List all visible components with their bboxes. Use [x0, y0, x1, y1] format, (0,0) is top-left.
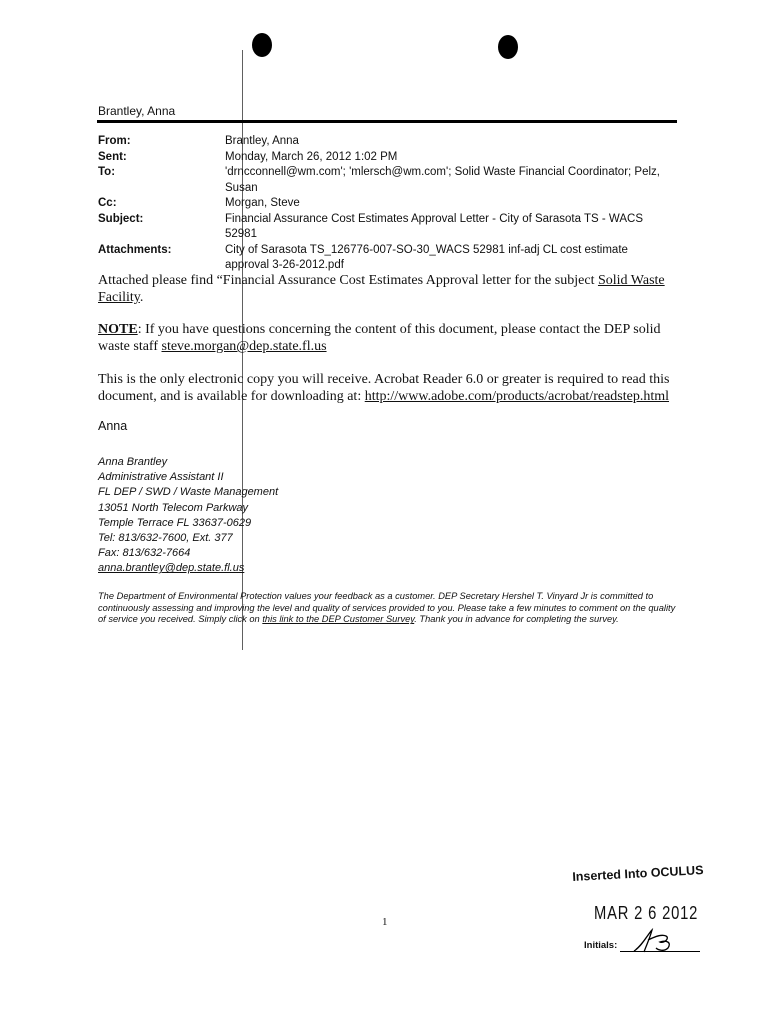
to-label: To: — [98, 166, 116, 178]
sender-header: Brantley, Anna — [98, 104, 176, 118]
punch-hole-left — [252, 33, 272, 57]
subject-value: Financial Assurance Cost Estimates Approval Letter - City of Sarasota TS - WACS 52981 — [225, 212, 643, 240]
sent-label: Sent: — [98, 150, 127, 163]
subject-label: Subject: — [98, 212, 144, 225]
header-row-from — [98, 134, 678, 150]
customer-survey-link[interactable]: this link to the DEP Customer Survey — [262, 614, 415, 625]
header-row-subject — [98, 212, 678, 243]
header-row-attachments — [98, 243, 678, 274]
feedback-closing: . Thank you in advance for completing the survey. — [414, 614, 619, 625]
attachments-label: Attachments: — [98, 243, 172, 256]
to-value: 'drncconnell@wm.com'; 'mlersch@wm.com'; Solid Waste Financial Coordinator; Pelz, Susan — [225, 166, 660, 194]
header-rule — [97, 120, 677, 123]
adobe-download-link[interactable]: http://www.adobe.com/products/acrobat/readstep.html — [364, 389, 670, 404]
email-header — [98, 134, 678, 274]
sent-value: Monday, March 26, 2012 1:02 PM — [225, 150, 398, 163]
punch-hole-right — [498, 35, 518, 59]
signature-tel: Tel: 813/632-7600, Ext. 377 — [98, 532, 233, 545]
initials-label: Initials: — [584, 940, 618, 951]
body-paragraph-attached — [98, 272, 673, 306]
staff-email-link[interactable]: steve.morgan@dep.state.fl.us — [161, 339, 327, 354]
note-text: : If you have questions concerning the content of this document, please contact the DEP solid waste staff — [98, 322, 661, 354]
note-label: NOTE — [98, 322, 138, 337]
signature-dept: FL DEP / SWD / Waste Management — [98, 486, 279, 499]
cc-label: Cc: — [98, 197, 117, 209]
initials-signature-icon — [630, 926, 680, 954]
attachments-value: City of Sarasota TS_126776-007-SO-30_WACS 52981 inf-adj CL cost estimate approval 3-26-2012.pdf — [225, 243, 628, 271]
attached-text: Attached please find “Financial Assurance Cost Estimates Approval letter for the subject — [98, 273, 598, 288]
from-label: From: — [98, 135, 131, 147]
body-paragraph-note — [98, 321, 673, 355]
oculus-stamp-date: MAR 2 6 2012 — [594, 903, 699, 923]
signature-block — [98, 455, 278, 577]
signature-street: 13051 North Telecom Parkway — [98, 501, 249, 514]
signature-name: Anna Brantley — [98, 456, 168, 468]
from-value: Brantley, Anna — [225, 135, 299, 147]
sign-off-name: Anna — [98, 419, 128, 433]
signature-fax: Fax: 813/632-7664 — [98, 547, 191, 560]
header-row-cc — [98, 196, 678, 212]
signature-city: Temple Terrace FL 33637-0629 — [98, 516, 252, 529]
signature-title: Administrative Assistant II — [98, 471, 224, 484]
page-number: 1 — [382, 916, 388, 928]
oculus-stamp-title: Inserted Into OCULUS — [572, 863, 704, 884]
signature-email-link[interactable]: anna.brantley@dep.state.fl.us — [98, 562, 245, 575]
attached-period: . — [139, 290, 144, 305]
feedback-notice — [98, 591, 678, 626]
cc-value: Morgan, Steve — [225, 197, 300, 209]
solid-waste-facility-link[interactable]: Solid Waste Facility — [98, 273, 665, 305]
header-row-to — [98, 165, 678, 196]
acrobat-text: This is the only electronic copy you will receive. Acrobat Reader 6.0 or greater is required to read this document, and is available for downloading at: — [98, 372, 670, 404]
header-row-sent — [98, 150, 678, 166]
body-paragraph-acrobat — [98, 371, 673, 405]
feedback-text: The Department of Environmental Protection values your feedback as a customer. DEP Secretary Hershel T. Vinyard Jr is committed to continuously assessing and improving the level and quality of services provided to you. Please take a few minutes to comment on the quality of service you received. Simply click on — [98, 591, 676, 625]
